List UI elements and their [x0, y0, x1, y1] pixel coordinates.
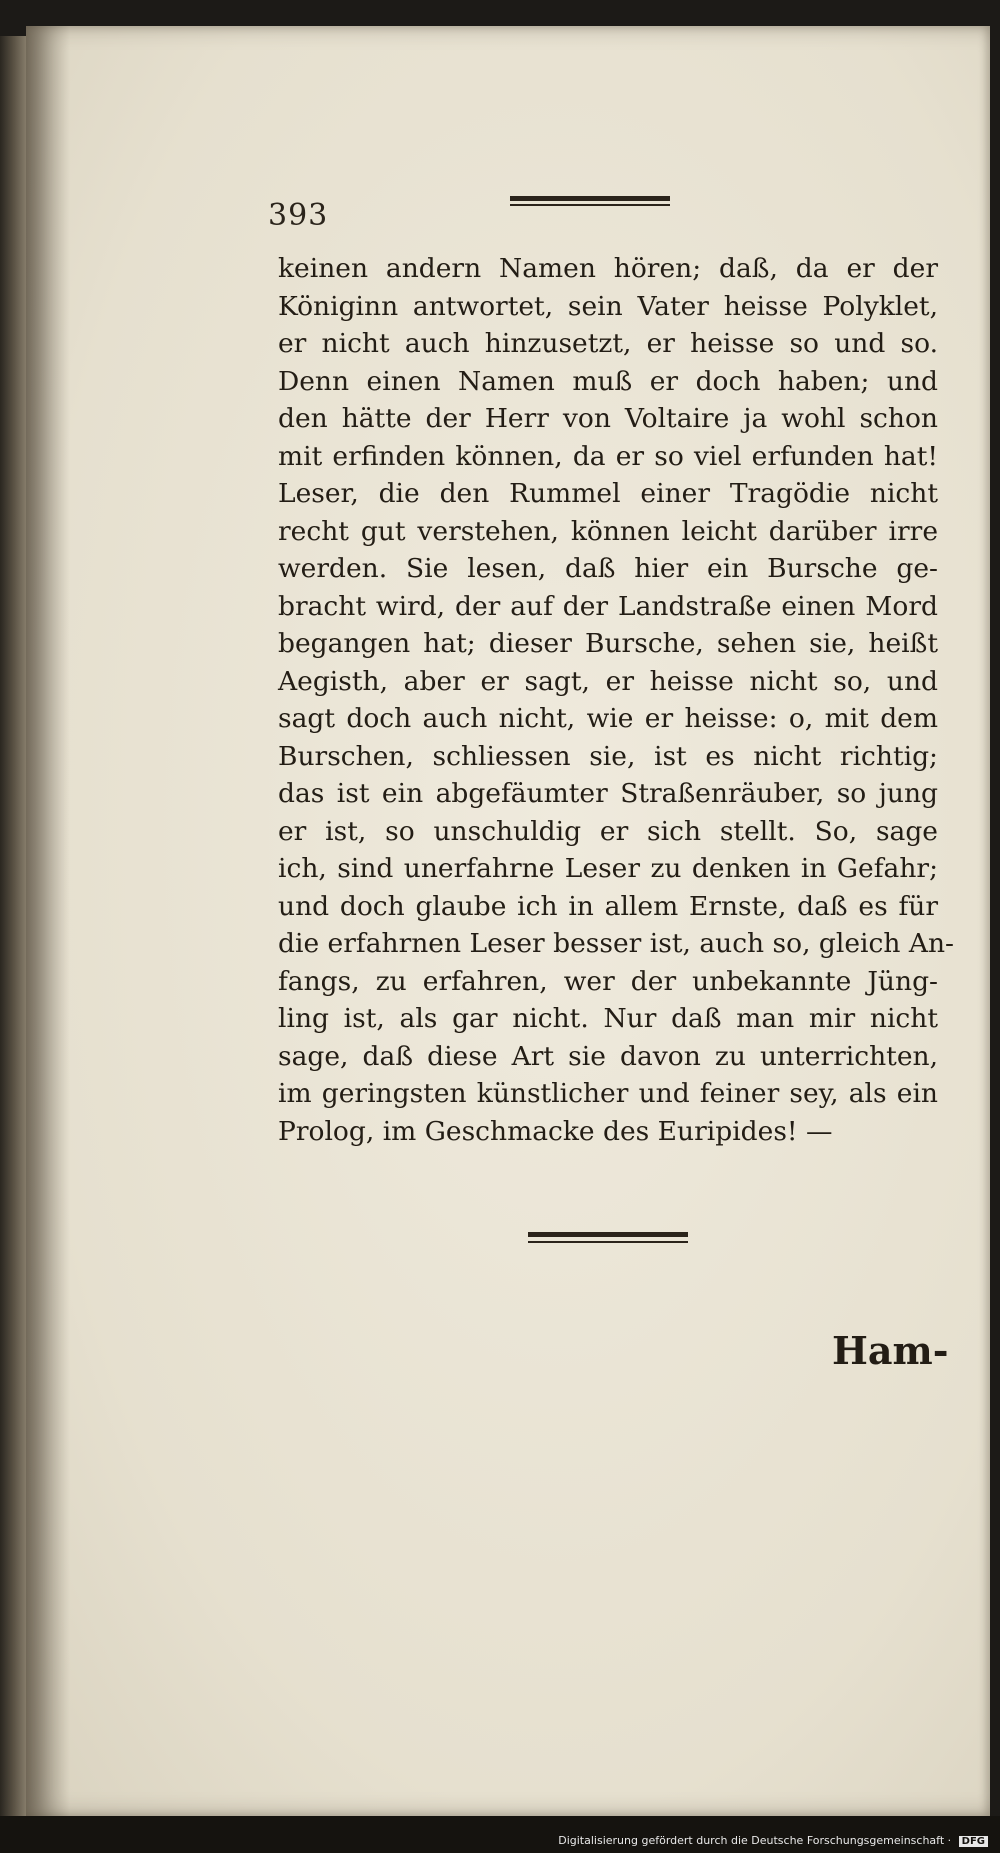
text-line: Denn einen Namen muß er doch haben; und — [278, 365, 938, 397]
text-line: im geringsten künstlicher und feiner sey, als ein — [278, 1078, 938, 1109]
text-line: begangen hat; dieser Bursche, sehen sie, heißt — [278, 628, 938, 659]
text-line: recht gut verstehen, können leicht darüber irre — [278, 515, 938, 547]
text-line: Prolog, im Geschmacke des Euripides! — — [278, 1115, 833, 1147]
text-line: sage, daß diese Art sie davon zu unterrichten, — [278, 1040, 938, 1072]
text-line: fangs, zu erfahren, wer der unbekannte Jüng- — [278, 965, 938, 997]
digitization-credit — [558, 1834, 988, 1847]
text-line: ling ist, als gar nicht. Nur daß man mir nicht — [278, 1003, 938, 1034]
page-gutter-shadow — [26, 26, 70, 1816]
text-line: bracht wird, der auf der Landstraße einen Mord — [278, 590, 938, 622]
text-line: er ist, so unschuldig er sich stellt. So, sage — [278, 815, 938, 847]
text-line: Aegisth, aber er sagt, er heisse nicht so, und — [278, 665, 938, 697]
credit-text: Digitalisierung gefördert durch die Deutsche Forschungsgemeinschaft · — [558, 1834, 952, 1847]
text-line: das ist ein abgefäumter Straßenräuber, so jung — [278, 778, 938, 809]
text-line: den hätte der Herr von Voltaire ja wohl schon — [278, 403, 938, 434]
header-rule-thin — [510, 204, 670, 206]
text-line: er nicht auch hinzusetzt, er heisse so und so. — [278, 328, 938, 359]
text-line: keinen andern Namen hören; daß, da er der — [278, 253, 938, 284]
body-text — [278, 250, 955, 1150]
text-line: und doch glaube ich in allem Ernste, daß es für — [278, 890, 938, 922]
text-line: Königinn antwortet, sein Vater heisse Polyklet, — [278, 290, 938, 322]
text-line: Burschen, schliessen sie, ist es nicht richtig; — [278, 740, 938, 772]
text-line: sagt doch auch nicht, wie er heisse: o, mit dem — [278, 703, 938, 734]
footer-rule-thin — [528, 1241, 688, 1243]
dfg-logo: DFG — [959, 1836, 988, 1847]
header-rule — [510, 196, 670, 201]
text-line: Leser, die den Rummel einer Tragödie nicht — [278, 478, 938, 509]
text-line: werden. Sie lesen, daß hier ein Bursche ge- — [278, 553, 938, 584]
text-line: die erfahrnen Leser besser ist, auch so, gleich An- — [278, 928, 955, 959]
catchword: Ham- — [832, 1328, 949, 1373]
footer-rule — [528, 1232, 688, 1237]
text-line: mit erfinden können, da er so viel erfunden hat! — [278, 440, 938, 472]
page-number: 393 — [268, 198, 329, 233]
text-line: ich, sind unerfahrne Leser zu denken in Gefahr; — [278, 853, 938, 884]
